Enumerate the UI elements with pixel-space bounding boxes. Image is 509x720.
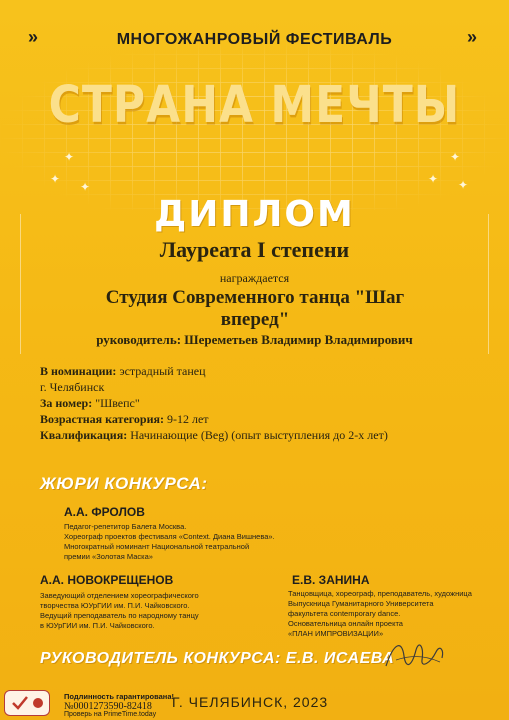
bio-line: Хореограф проектов фестиваля «Context. Диана Вишнева». <box>64 532 275 541</box>
qualification-row <box>40 427 480 443</box>
sparkle-icon: ✦ <box>50 172 61 186</box>
diploma-title: ДИПЛОМ <box>154 194 355 235</box>
bio-line: премии «Золотая Маска» <box>64 552 153 561</box>
footer <box>0 690 509 720</box>
bio-line: Выпускница Гуманитарного Университета <box>288 599 434 608</box>
jury-member-name: Е.В. ЗАНИНА <box>292 573 370 587</box>
award-details <box>40 363 480 443</box>
number-row <box>40 395 480 411</box>
festival-brand-logo: СТРАНА МЕЧТЫ <box>48 76 461 135</box>
recipient-leader: руководитель: Шереметьев Владимир Владимирович <box>96 332 413 347</box>
jury-member-name: А.А. ФРОЛОВ <box>64 505 145 519</box>
contest-leader: РУКОВОДИТЕЛЬ КОНКУРСА: Е.В. ИСАЕВА <box>40 650 395 667</box>
chevron-left-icon: » <box>28 27 36 47</box>
recipient-name: Студия Современного танца "Шаг вперед" <box>105 287 405 330</box>
sparkle-icon: ✦ <box>80 180 91 194</box>
jury-member-bio <box>40 591 199 631</box>
awarded-text: награждается <box>219 271 290 285</box>
chevron-right-icon: » <box>467 27 475 47</box>
authenticity-text: Подлинность гарантирована! <box>64 692 174 701</box>
nomination-label: В номинации: <box>40 364 117 378</box>
nomination-value: эстрадный танец <box>119 364 206 378</box>
nomination-row <box>40 363 480 379</box>
signature-image <box>382 636 448 676</box>
bio-line: Танцовщица, хореограф, преподаватель, художница <box>288 589 472 598</box>
number-label: За номер: <box>40 396 93 410</box>
age-row <box>40 411 480 427</box>
bio-line: творчества ЮУрГИИ им. П.И. Чайковского. <box>40 601 190 610</box>
bio-line: Многократный номинант Национальной театральной <box>64 542 250 551</box>
bio-line: факультета contemporary dance. <box>288 609 401 618</box>
festival-title: МНОГОЖАНРОВЫЙ ФЕСТИВАЛЬ <box>116 31 393 48</box>
jury-title: ЖЮРИ КОНКУРСА: <box>40 474 208 493</box>
primetime-logo <box>4 690 50 716</box>
age-value: 9-12 лет <box>167 412 209 426</box>
sparkle-icon: ✦ <box>458 178 469 192</box>
bio-line: Ведущий преподаватель по народному танцу <box>40 611 199 620</box>
city-row: г. Челябинск <box>40 380 105 394</box>
jury-member-bio <box>288 589 472 639</box>
laureate-degree: Лауреата I степени <box>159 237 350 262</box>
sparkle-icon: ✦ <box>428 172 439 186</box>
verification-link[interactable]: Проверь на PrimeTime.today <box>64 711 157 718</box>
bio-line: в ЮУрГИИ им. П.И. Чайковского. <box>40 621 155 630</box>
age-label: Возрастная категория: <box>40 412 164 426</box>
bio-line: «ПЛАН ИМПРОВИЗАЦИИ» <box>288 629 384 638</box>
qualification-label: Квалификация: <box>40 428 128 442</box>
sparkle-icon: ✦ <box>64 150 75 164</box>
sparkle-icon: ✦ <box>450 150 461 164</box>
jury-member-name: А.А. НОВОКРЕЩЕНОВ <box>40 573 174 587</box>
qualification-value: Начинающие (Beg) (опыт выступления до 2-х лет) <box>130 428 388 442</box>
place-year: Г. ЧЕЛЯБИНСК, 2023 <box>172 694 329 710</box>
number-value: "Швепс" <box>95 396 140 410</box>
bio-line: Основательница онлайн проекта <box>288 619 403 628</box>
diploma-number: №0001273590-82418 <box>64 701 152 712</box>
jury-member-bio <box>64 522 275 562</box>
bio-line: Заведующий отделением хореографического <box>40 591 199 600</box>
bio-line: Педагог-репетитор Балета Москва. <box>64 522 187 531</box>
